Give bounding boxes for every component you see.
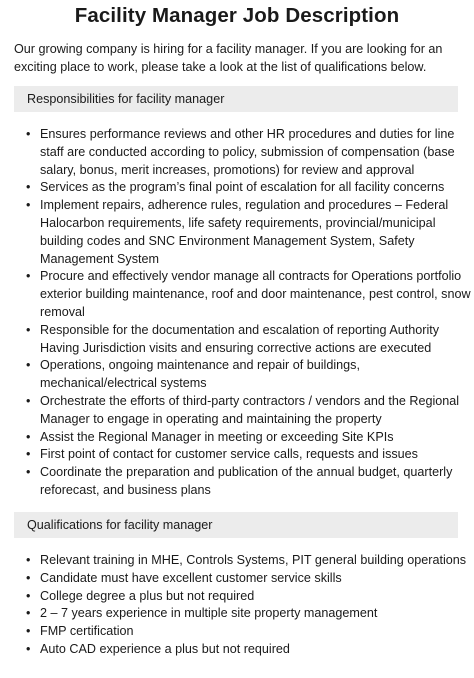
list-item: • Responsible for the documentation and escalation of reporting Authority Having Jurisdiction visits and ensuring corrective actions are executed [40,322,474,358]
list-item: • Auto CAD experience a plus but not required [40,641,474,659]
responsibilities-heading: Responsibilities for facility manager [14,86,458,112]
list-item: • FMP certification [40,623,474,641]
list-item: • Operations, ongoing maintenance and repair of buildings, mechanical/electrical systems [40,357,474,393]
list-item: • Ensures performance reviews and other HR procedures and duties for line staff are conducted according to policy, submission of compensation (base salary, bonus, merit increases, promotions) for review and approval [40,126,474,179]
list-item: • 2 – 7 years experience in multiple site property management [40,605,474,623]
list-item: • Services as the program’s final point of escalation for all facility concerns [40,179,474,197]
list-item: • Implement repairs, adherence rules, regulation and procedures – Federal Halocarbon requirements, life safety requirements, provincial/municipal building codes and SNC Environment Management System, Safety Management System [40,197,474,268]
qualifications-list [24,552,474,659]
page-title: Facility Manager Job Description [74,4,400,27]
list-item: • Orchestrate the efforts of third-party contractors / vendors and the Regional Manager to engage in operating and maintaining the property [40,393,474,429]
list-item: • First point of contact for customer service calls, requests and issues [40,446,474,464]
list-item: • Coordinate the preparation and publication of the annual budget, quarterly reforecast, and business plans [40,464,474,500]
list-item: • Procure and effectively vendor manage all contracts for Operations portfolio exterior building maintenance, roof and door maintenance, pest control, snow removal [40,268,474,321]
list-item: • Assist the Regional Manager in meeting or exceeding Site KPIs [40,429,474,447]
responsibilities-list [24,126,474,500]
list-item: • Relevant training in MHE, Controls Systems, PIT general building operations [40,552,474,570]
intro-paragraph: Our growing company is hiring for a facility manager. If you are looking for an exciting place to work, please take a look at the list of qualifications below. [14,42,443,74]
qualifications-heading: Qualifications for facility manager [14,512,458,538]
list-item: • Candidate must have excellent customer service skills [40,570,474,588]
list-item: • College degree a plus but not required [40,588,474,606]
